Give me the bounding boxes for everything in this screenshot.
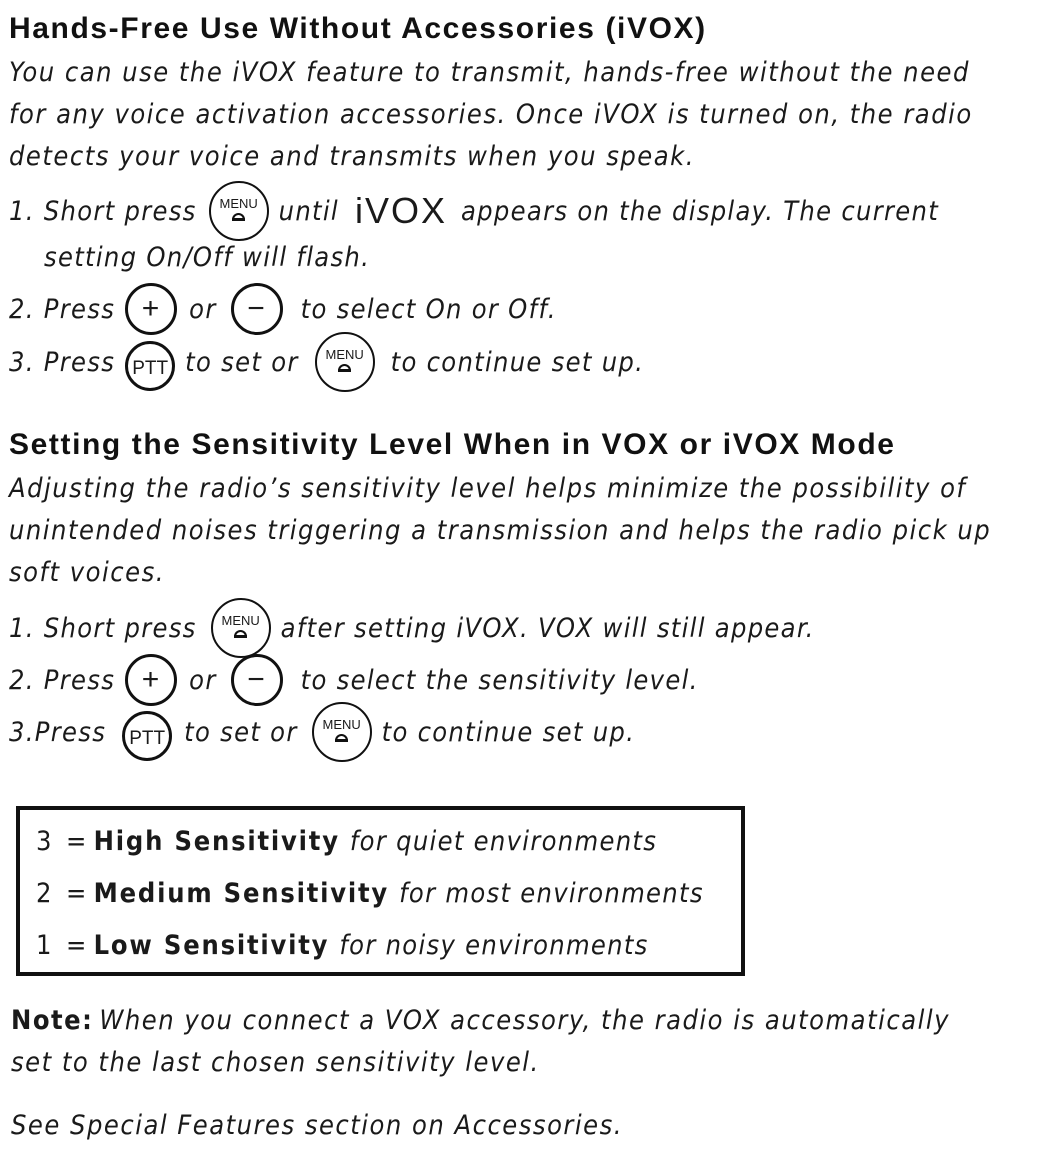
step-text: to continue set up.	[381, 716, 636, 748]
sensitivity-level-row	[36, 920, 649, 970]
section-title-sensitivity: Setting the Sensitivity Level When in VOX or iVOX Mode	[9, 428, 896, 461]
sensitivity-level-row	[36, 868, 704, 918]
step-text: 3.Press	[9, 716, 107, 748]
step-text: 3. Press	[9, 346, 116, 378]
level-description: for quiet environments	[349, 825, 658, 857]
menu-button-icon	[211, 598, 271, 658]
level-number: 1	[36, 929, 53, 961]
step-text: 1. Short press	[9, 612, 197, 644]
menu-dome-icon	[338, 364, 351, 372]
menu-button-icon	[312, 702, 372, 762]
menu-label: MENU	[325, 347, 364, 362]
minus-button-icon: −	[231, 283, 283, 335]
level-equals: =	[66, 877, 88, 909]
level-description: for most environments	[399, 877, 704, 909]
step-text: 2. Press	[9, 664, 116, 696]
intro-line: unintended noises triggering a transmission and helps the radio pick up	[9, 515, 992, 546]
step-text: setting On/Off will flash.	[44, 241, 371, 273]
ptt-button-icon: PTT	[122, 711, 172, 761]
level-name: Low Sensitivity	[93, 929, 330, 961]
step-text: to set or	[184, 716, 298, 748]
step-text: or	[189, 664, 217, 696]
level-name: High Sensitivity	[93, 825, 340, 857]
level-name: Medium Sensitivity	[93, 877, 390, 909]
menu-dome-icon	[232, 213, 245, 221]
step-text: to continue set up.	[390, 346, 645, 378]
level-equals: =	[66, 929, 88, 961]
ivox-display-word: iVOX	[354, 190, 447, 231]
note-label: Note:	[11, 1005, 94, 1036]
step-text: to select On or Off.	[300, 293, 557, 325]
step-text: appears on the display. The current	[461, 195, 940, 227]
menu-label: MENU	[322, 717, 361, 732]
step-text: 1. Short press	[9, 195, 197, 227]
menu-label: MENU	[221, 613, 260, 628]
level-number: 2	[36, 877, 53, 909]
menu-button-icon	[315, 332, 375, 392]
menu-dome-icon	[234, 630, 247, 638]
intro-line: detects your voice and transmits when you speak.	[9, 141, 695, 172]
ivox-intro	[9, 52, 973, 178]
level-number: 3	[36, 825, 53, 857]
section-title-ivox: Hands-Free Use Without Accessories (iVOX)	[9, 12, 707, 45]
note-block	[11, 1000, 950, 1084]
level-equals: =	[66, 825, 88, 857]
sensitivity-level-row	[36, 816, 657, 866]
step-text: until	[278, 195, 339, 227]
ivox-step-1-continuation	[44, 231, 370, 283]
sensitivity-step-2	[9, 654, 699, 706]
footer-reference: See Special Features section on Accessories.	[11, 1110, 623, 1141]
ivox-step-1	[9, 185, 939, 237]
sensitivity-levels-box	[16, 806, 745, 976]
sensitivity-step-3	[9, 706, 635, 758]
intro-line: soft voices.	[9, 557, 165, 588]
step-text: to set or	[185, 346, 299, 378]
note-line: set to the last chosen sensitivity level.	[11, 1047, 540, 1078]
step-text: after setting iVOX. VOX will still appear.	[280, 612, 815, 644]
sensitivity-intro	[9, 468, 991, 594]
ptt-button-icon: PTT	[125, 341, 175, 391]
sensitivity-step-1	[9, 602, 815, 654]
step-text: or	[189, 293, 217, 325]
intro-line: for any voice activation accessories. Once iVOX is turned on, the radio	[9, 99, 973, 130]
plus-button-icon: +	[125, 283, 177, 335]
intro-line: Adjusting the radio’s sensitivity level helps minimize the possibility of	[9, 473, 967, 504]
level-description: for noisy environments	[339, 929, 649, 961]
ivox-step-2	[9, 283, 557, 335]
step-text: 2. Press	[9, 293, 116, 325]
plus-button-icon: +	[125, 654, 177, 706]
minus-button-icon: −	[231, 654, 283, 706]
note-text: When you connect a VOX accessory, the radio is automatically	[99, 1005, 950, 1036]
intro-line: You can use the iVOX feature to transmit, hands-free without the need	[9, 57, 970, 88]
menu-label: MENU	[219, 196, 258, 211]
step-text: to select the sensitivity level.	[300, 664, 699, 696]
ivox-step-3	[9, 336, 644, 388]
menu-dome-icon	[335, 734, 348, 742]
note-line	[11, 1000, 950, 1042]
